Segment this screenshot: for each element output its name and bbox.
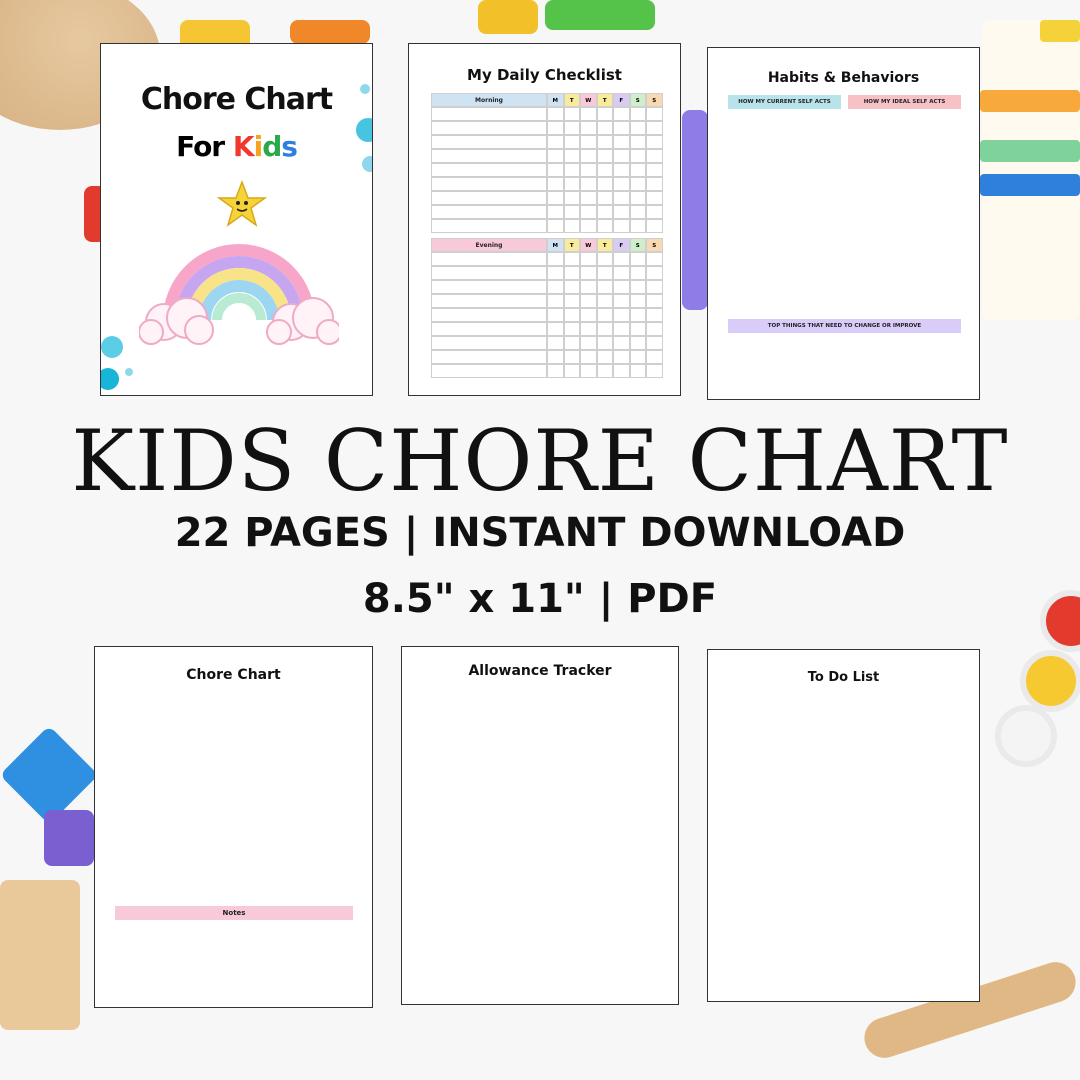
daily-check-cell [646,135,663,149]
habits-page [707,47,980,400]
daily-check-cell [630,191,647,205]
daily-check-cell [613,252,630,266]
daily-section-header: Evening [431,238,547,252]
toy-block-green [545,0,655,30]
daily-check-cell [580,322,597,336]
daily-row [431,364,547,378]
daily-check-cell [646,219,663,233]
day-header: S [646,238,663,252]
habits-col1-header: HOW MY CURRENT SELF ACTS [728,95,841,109]
subline-size: 8.5" x 11" | PDF [362,576,718,622]
daily-check-cell [564,280,581,294]
daily-check-cell [547,252,564,266]
cover-letter-d: d [262,130,282,163]
day-header: W [580,238,597,252]
daily-check-cell [580,107,597,121]
daily-check-cell [646,177,663,191]
chore-chart-page [94,646,373,1008]
daily-row [431,163,547,177]
daily-row [431,308,547,322]
daily-check-cell [580,364,597,378]
daily-check-cell [564,121,581,135]
habits-col2-header: HOW MY IDEAL SELF ACTS [848,95,961,109]
daily-check-cell [580,350,597,364]
daily-check-cell [597,252,614,266]
daily-check-cell [597,177,614,191]
daily-check-cell [646,280,663,294]
star-icon [217,180,267,228]
daily-row [431,135,547,149]
daily-check-cell [597,336,614,350]
daily-check-cell [547,205,564,219]
daily-check-cell [564,149,581,163]
habits-bottom-header: TOP THINGS THAT NEED TO CHANGE OR IMPROVE [728,319,961,333]
daily-row [431,205,547,219]
daily-check-cell [630,135,647,149]
day-header: F [613,238,630,252]
chore-title: Chore Chart [186,667,281,683]
daily-check-cell [646,107,663,121]
notes-header: Notes [115,906,353,920]
daily-check-cell [580,135,597,149]
daily-check-cell [580,266,597,280]
daily-check-cell [646,350,663,364]
daily-check-cell [613,177,630,191]
daily-check-cell [630,336,647,350]
daily-check-cell [547,135,564,149]
daily-check-cell [580,280,597,294]
day-header: T [564,238,581,252]
daily-check-cell [580,308,597,322]
toy-block-orange [290,20,370,44]
daily-check-cell [597,107,614,121]
daily-check-cell [580,177,597,191]
daily-check-cell [630,163,647,177]
cover-letter-k: K [232,130,254,163]
todo-title: To Do List [807,670,880,685]
daily-row [431,219,547,233]
day-header: M [547,93,564,107]
daily-check-cell [564,294,581,308]
todo-page [707,649,980,1002]
daily-check-cell [564,308,581,322]
daily-check-cell [547,163,564,177]
day-header: T [597,238,614,252]
daily-check-cell [646,294,663,308]
daily-check-cell [630,280,647,294]
daily-check-cell [547,322,564,336]
daily-check-cell [613,322,630,336]
daily-check-cell [630,205,647,219]
daily-check-cell [613,121,630,135]
decor-dot [356,118,373,142]
pencil-yellow [1040,20,1080,42]
daily-check-cell [580,336,597,350]
day-header: T [597,93,614,107]
daily-check-cell [646,336,663,350]
decor-dot [125,368,133,376]
daily-check-cell [547,350,564,364]
daily-check-cell [597,322,614,336]
daily-check-cell [630,149,647,163]
day-header: T [564,93,581,107]
daily-title: My Daily Checklist [467,66,622,84]
daily-check-cell [547,280,564,294]
cover-letter-s: s [281,130,297,163]
daily-row [431,107,547,121]
daily-check-cell [597,191,614,205]
daily-check-cell [630,252,647,266]
daily-check-cell [547,219,564,233]
daily-check-cell [630,177,647,191]
daily-check-cell [580,252,597,266]
daily-section-header: Morning [431,93,547,107]
daily-check-cell [580,163,597,177]
daily-check-cell [580,149,597,163]
daily-check-cell [597,308,614,322]
daily-check-cell [547,336,564,350]
daily-check-cell [597,364,614,378]
daily-check-cell [564,266,581,280]
daily-check-cell [630,121,647,135]
daily-check-cell [613,135,630,149]
daily-check-cell [597,135,614,149]
daily-check-cell [547,294,564,308]
daily-check-cell [646,205,663,219]
wooden-puzzle [0,880,80,1030]
toy-block-purple [44,810,94,866]
allowance-title: Allowance Tracker [468,663,612,679]
decor-dot [362,156,373,172]
daily-check-cell [613,149,630,163]
daily-check-cell [597,350,614,364]
daily-check-cell [564,163,581,177]
headline: KIDS CHORE CHART [71,412,1009,510]
daily-row [431,266,547,280]
day-header: S [630,238,647,252]
daily-row [431,177,547,191]
daily-check-cell [597,163,614,177]
daily-check-cell [646,308,663,322]
decor-dot [100,368,119,390]
daily-check-cell [564,364,581,378]
daily-check-cell [646,266,663,280]
daily-check-cell [630,107,647,121]
day-header: W [580,93,597,107]
daily-row [431,280,547,294]
pencil-green [980,140,1080,162]
daily-check-cell [547,107,564,121]
daily-check-cell [613,350,630,364]
daily-check-cell [613,219,630,233]
daily-check-cell [547,149,564,163]
daily-row [431,191,547,205]
daily-check-cell [597,149,614,163]
daily-check-cell [646,121,663,135]
daily-check-cell [564,205,581,219]
daily-row [431,149,547,163]
daily-check-cell [613,205,630,219]
pencil-orange [980,90,1080,112]
decor-dot [101,336,123,358]
cover-subtitle [101,130,372,163]
daily-check-cell [613,294,630,308]
toy-block-purple-2 [682,110,708,310]
cover-title: Chore Chart [140,82,333,117]
daily-check-cell [613,308,630,322]
day-header: S [630,93,647,107]
day-header: S [646,93,663,107]
pencil-blue [980,174,1080,196]
daily-check-cell [580,205,597,219]
habits-title: Habits & Behaviors [767,70,920,86]
daily-check-cell [646,252,663,266]
daily-check-cell [630,308,647,322]
daily-check-cell [547,364,564,378]
daily-check-cell [613,280,630,294]
daily-check-cell [580,191,597,205]
daily-check-cell [597,266,614,280]
daily-check-cell [630,322,647,336]
daily-check-cell [630,364,647,378]
daily-check-cell [646,163,663,177]
daily-check-cell [547,121,564,135]
daily-check-cell [613,266,630,280]
daily-check-cell [564,135,581,149]
daily-check-cell [630,294,647,308]
daily-check-cell [564,191,581,205]
subline-pages: 22 PAGES | INSTANT DOWNLOAD [174,510,906,556]
cover-sub-for: For [176,130,233,163]
daily-check-cell [564,322,581,336]
daily-check-cell [613,364,630,378]
day-header: F [613,93,630,107]
paint-pot-white [995,705,1057,767]
daily-check-cell [613,336,630,350]
daily-row [431,322,547,336]
daily-check-cell [646,191,663,205]
allowance-tracker-page [401,646,679,1005]
daily-check-cell [564,350,581,364]
daily-check-cell [547,266,564,280]
daily-checklist-page [408,43,681,396]
daily-check-cell [597,294,614,308]
rainbow-icon [139,240,339,345]
daily-check-cell [646,322,663,336]
daily-check-cell [597,219,614,233]
daily-row [431,294,547,308]
daily-check-cell [580,294,597,308]
daily-check-cell [564,219,581,233]
daily-check-cell [547,308,564,322]
day-header: M [547,238,564,252]
decor-dot [360,84,370,94]
daily-check-cell [646,149,663,163]
daily-check-cell [630,266,647,280]
toy-block-yellow-2 [478,0,538,34]
daily-check-cell [630,350,647,364]
daily-check-cell [580,219,597,233]
daily-row [431,336,547,350]
daily-check-cell [630,219,647,233]
daily-check-cell [613,163,630,177]
daily-check-cell [564,252,581,266]
cover-letter-i: i [253,130,263,163]
daily-check-cell [564,336,581,350]
daily-check-cell [597,205,614,219]
daily-row [431,252,547,266]
paint-pot-yellow [1020,650,1080,712]
daily-row [431,121,547,135]
cover-page [100,43,373,396]
daily-check-cell [564,177,581,191]
daily-check-cell [597,280,614,294]
daily-check-cell [547,177,564,191]
daily-row [431,350,547,364]
daily-check-cell [547,191,564,205]
notebook [982,20,1080,320]
daily-check-cell [613,107,630,121]
daily-check-cell [613,191,630,205]
daily-check-cell [646,364,663,378]
daily-check-cell [597,121,614,135]
daily-check-cell [564,107,581,121]
daily-check-cell [580,121,597,135]
